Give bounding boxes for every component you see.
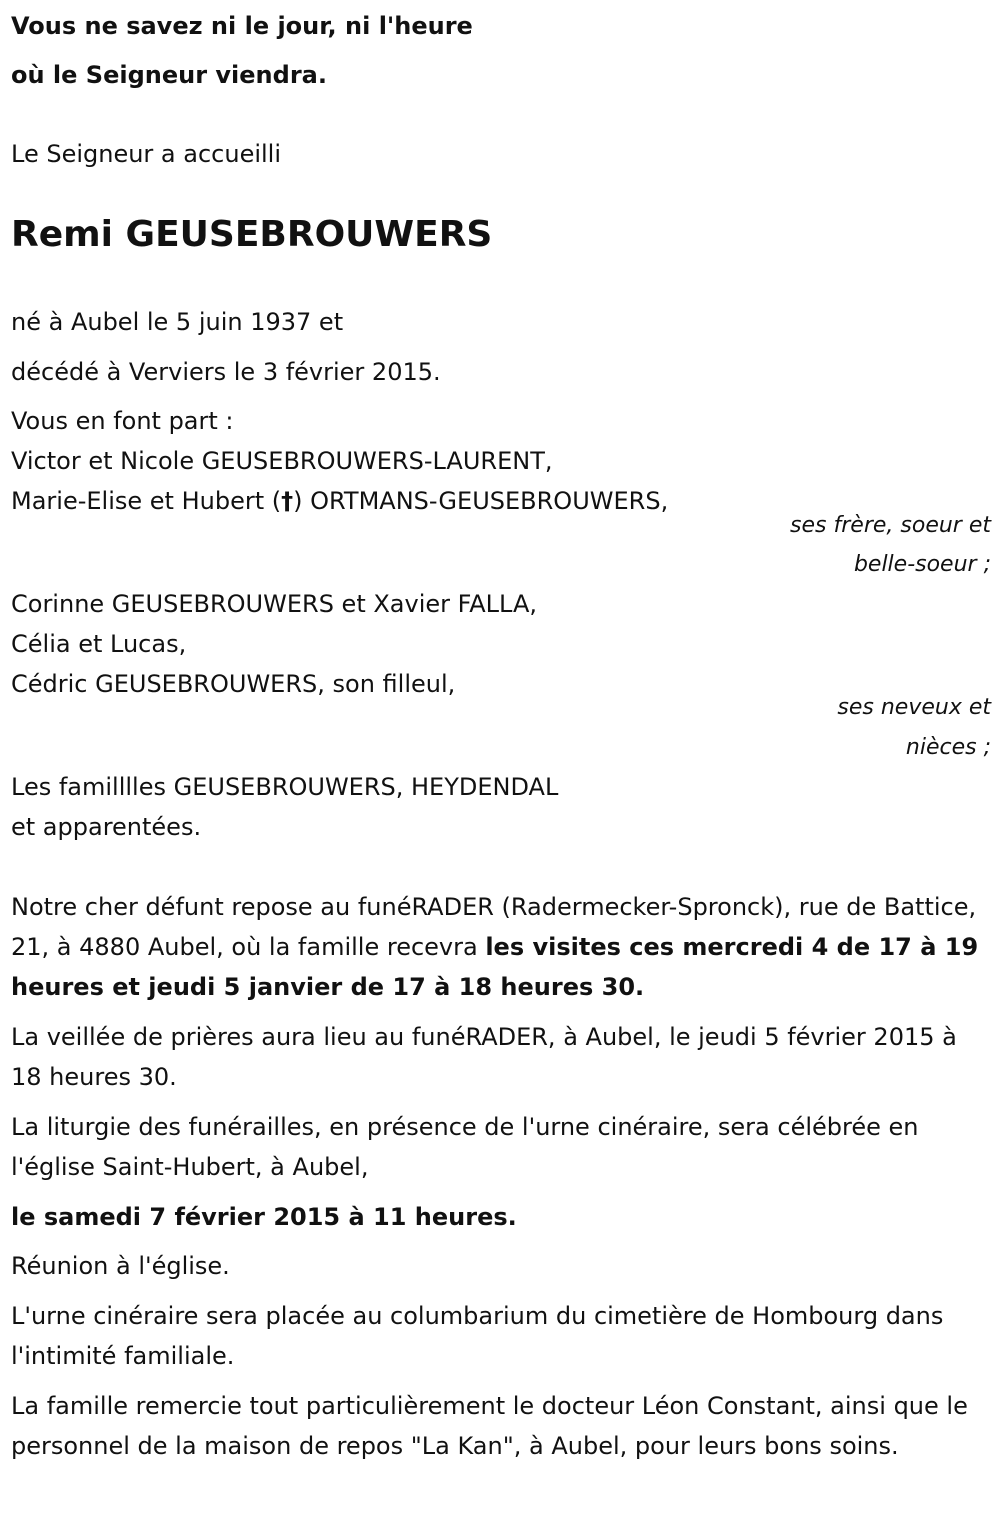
liturgy-date: le samedi 7 février 2015 à 11 heures.	[11, 1203, 517, 1231]
death-line: décédé à Verviers le 3 février 2015.	[11, 358, 441, 386]
visits-text: les visites ces mercredi 4 de 17 à 19 heures et jeudi 5 janvier de 17 à 18 heures 30.	[11, 933, 979, 1001]
thanks-paragraph: La famille remercie tout particulièrement le docteur Léon Constant, ainsi que le personnel de la maison de repos "La Kan", à Aubel, pour leurs bons soins.	[11, 1392, 968, 1460]
liturgy-paragraph: La liturgie des funérailles, en présence de l'urne cinéraire, sera célébrée en l'église Saint-Hubert, à Aubel,	[11, 1113, 919, 1181]
nephew-line-2: Célia et Lucas,	[11, 630, 187, 658]
verse-line-2: où le Seigneur viendra.	[11, 61, 327, 89]
nephew-relation-2: nièces ;	[905, 735, 991, 760]
sibling-line-2-before: Marie-Elise et Hubert (	[11, 487, 282, 515]
nephew-relation-1: ses neveux et	[837, 695, 991, 720]
birth-line: né à Aubel le 5 juin 1937 et	[11, 308, 344, 336]
sibling-line-1: Victor et Nicole GEUSEBROUWERS-LAURENT,	[11, 447, 553, 475]
nephew-line-1: Corinne GEUSEBROUWERS et Xavier FALLA,	[11, 590, 537, 618]
sibling-relation-1: ses frère, soeur et	[790, 513, 991, 538]
sibling-line-2-after: ) ORTMANS-GEUSEBROUWERS,	[293, 487, 669, 515]
families-line-1: Les familllles GEUSEBROUWERS, HEYDENDAL	[11, 773, 559, 801]
families-line-2: et apparentées.	[11, 813, 202, 841]
meeting-line: Réunion à l'église.	[11, 1252, 230, 1280]
urn-paragraph: L'urne cinéraire sera placée au columbarium du cimetière de Hombourg dans l'intimité familiale.	[11, 1302, 944, 1370]
nephew-line-3: Cédric GEUSEBROUWERS, son filleul,	[11, 670, 456, 698]
rest-text: Notre cher défunt repose au funéRADER (Radermecker-Spronck), rue de Battice, 21, à 4880 Aubel, où la famille recevra	[11, 893, 977, 961]
deceased-name: Remi GEUSEBROUWERS	[11, 214, 493, 255]
intro-text: Le Seigneur a accueilli	[11, 140, 282, 168]
verse-line-1: Vous ne savez ni le jour, ni l'heure	[11, 12, 473, 40]
vigil-paragraph: La veillée de prières aura lieu au funéRADER, à Aubel, le jeudi 5 février 2015 à 18 heures 30.	[11, 1023, 957, 1091]
cross-icon: †	[281, 487, 294, 515]
rest-paragraph	[11, 887, 989, 1007]
sibling-relation-2: belle-soeur ;	[853, 552, 991, 577]
announcement-lead: Vous en font part :	[11, 407, 234, 435]
